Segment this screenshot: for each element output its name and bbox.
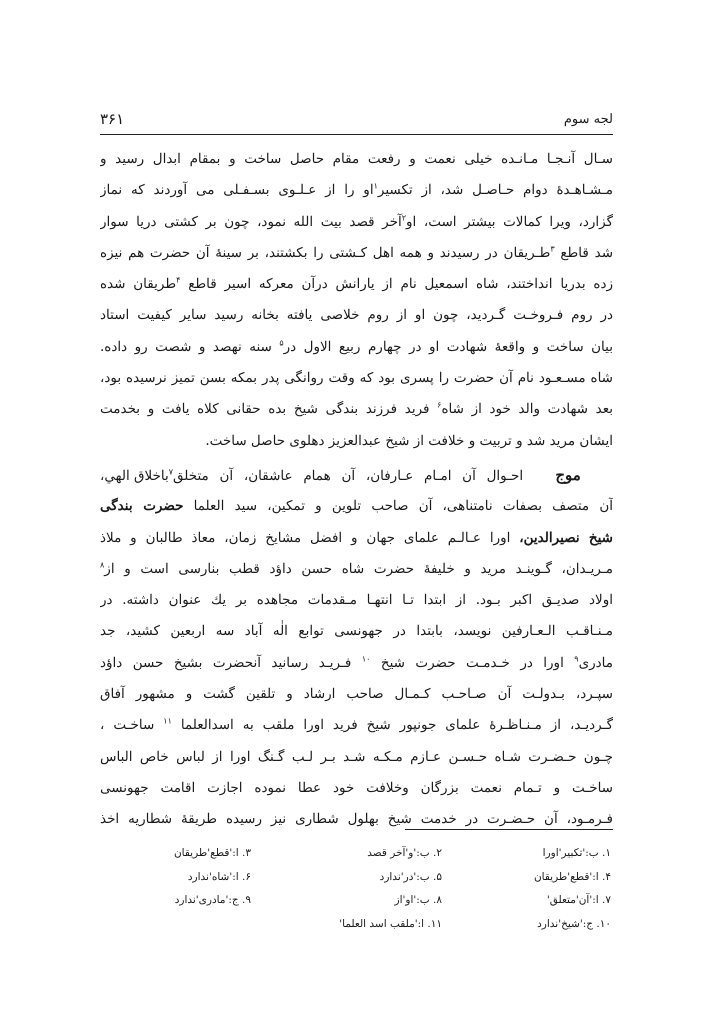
text-span: مـریـدان، گـوینـد مرید و خلیفۀ حضرت شاه حسن داؤد قطب بنارسی است و از: [104, 560, 613, 577]
text-span: طـریقان در رسیدند و همه اهل کـشتی را بکشتند، بر سینۀ آن حضرت هم نیزه: [100, 244, 551, 261]
text-span: زده بدریا انداختند، شاه اسمعیل نام از یارانش درآن معرکه اسیر قاطع: [188, 276, 613, 293]
footnote: ۵. ب:'در'ندارد: [379, 870, 442, 883]
footnote-marker: ۱: [373, 181, 378, 191]
section-title: لجه سوم: [563, 112, 613, 127]
text-line: [100, 523, 613, 554]
text-span: شاه مسـعـود نام آن حضرت را پسری بود که وقت روانگی پدر بمکه بسن تمیز نرسیده بود،: [100, 370, 613, 387]
footnote: ۷. ا:'آن'متعلق': [546, 894, 611, 906]
text-span: اولاد صدیـق اکبر بـود. از ابتدا تـا انتهـا مـقدمات مجاهده بر یك عنوان داشته. در: [100, 592, 613, 609]
bold-name: حضرت بندگی: [100, 498, 184, 515]
text-span: ایشان مرید شد و تربیت و خلافت از شیخ عبدالعزیز دهلوی حاصل ساخت.: [205, 432, 613, 449]
footnote: ۲. ب:'و'آخر قصد: [367, 847, 442, 859]
text-line: [100, 363, 613, 394]
footnote-rule: [405, 829, 613, 830]
footnote-marker: ۵: [279, 338, 284, 348]
footnotes: [100, 842, 613, 936]
text-line: [100, 648, 613, 679]
text-line: [100, 238, 613, 269]
text-span: طریقان شده: [100, 276, 177, 293]
footnote: [100, 913, 291, 937]
text-span: مـشـاهـدۀ دوام حـاصـل شد، از تکسیر: [377, 182, 613, 199]
text-line: [100, 804, 613, 835]
footnote: ۴. ا:'قطع'طریقان: [533, 870, 611, 883]
text-span: او را از عـلـوی بسـفـلی می آوردند که نماز: [100, 182, 374, 199]
footnote: ۶. ا:'شاه'ندارد: [187, 870, 251, 883]
section-heading: موج: [555, 465, 581, 484]
footnote-marker: ۲: [401, 213, 407, 223]
text-line: [100, 773, 613, 804]
footnote: ۱۱. ا:'ملقب اسد العلما': [339, 917, 442, 930]
text-span: فرید فرزند بندگی شیخ بده حقانی کلاه یافت و بخدمت: [100, 401, 430, 418]
footnote-row: [100, 889, 613, 913]
text-line: [100, 269, 613, 300]
running-header: [100, 110, 613, 134]
text-span: سـال آنـجـا مـانـده خیلی نعمت و رفعت مقام حاصل ساخت و بمقام ابدال رسید و: [100, 151, 613, 167]
text-span: ساخـت و تـمام نعمت بزرگان وخلافت خود عطا نموده اجازت اقامت جهونسی: [100, 779, 613, 796]
text-span: احـوال آن امـام عـارفان، آن همام عاشقان، آن متخلق: [173, 467, 524, 484]
text-span: اورا عـالـم علمای جهان و افضل مشایخ زمان، معاذ طالبان و ملاذ: [100, 529, 511, 546]
text-span: آخر قصد بیت الله نمود، چون بر کشتی دریا سوار: [100, 213, 402, 230]
footnote-marker: ۱۱: [163, 716, 172, 726]
text-line: [100, 144, 613, 175]
footnote-marker: ۳: [550, 244, 555, 254]
footnote-marker: ۴: [176, 275, 181, 285]
text-line: [100, 679, 613, 710]
text-span: سپـرد، بـدولـت آن صـاحـب کـمـال صاحب ارشاد و تلقین گشت و مشهور آفاق: [100, 686, 613, 703]
footnote: ۱۰. ج:'شیخ'ندارد: [537, 917, 611, 930]
footnote-marker: ۹: [574, 654, 579, 664]
text-span: در روم فـروخـت گـردید، چون او از روم خلاصی یافته بخانه رسید سایر کیفیت استاد: [100, 307, 613, 324]
text-span: سنه نهصد و شصت رو داده.: [100, 338, 272, 355]
text-span: آن متصف بصفات نامتناهی، آن صاحب تلوین و تمکین، سید العلما: [193, 498, 613, 515]
text-line: [100, 300, 613, 331]
text-line: [100, 491, 613, 522]
footnote-marker: ۶: [437, 400, 442, 410]
footnote-row: [100, 913, 613, 937]
text-line: [100, 426, 613, 457]
text-span: مـنـاقـب الـعـارفین نویسد، بابتدا در جهونسی توابع الٰه آباد سه اربعین کشید، جد: [100, 623, 613, 640]
footnote-row: [100, 866, 613, 890]
text-line: [100, 207, 613, 238]
text-span: اورا در خـدمـت حضرت شیخ: [380, 654, 564, 671]
footnote-marker: ۸: [100, 560, 105, 570]
text-span: باخلاق الهي،: [100, 467, 169, 484]
text-span: مادری: [578, 654, 613, 671]
text-span: فـرمـود، آن حـضـرت در خدمت شیخ بهلول شطاری نیز رسیده طریقۀ شطاریه اخذ: [100, 811, 613, 828]
text-span: فـریـد رسانید آنحضرت بشیخ حسن داؤد: [100, 654, 352, 671]
text-line: [100, 585, 613, 616]
footnote: ۱. ب:'تکبیر'اورا: [542, 847, 611, 859]
text-line: [100, 554, 613, 585]
main-text: [100, 144, 613, 836]
text-span: بعد شهادت والد خود از شاه: [441, 401, 613, 418]
footnote-marker: ۷: [168, 467, 174, 477]
text-span: بیان ساخت و واقعۀ شهادت او در چهارم ربیع الاول در: [283, 338, 613, 355]
footnote: ۳. ا:'قطع'طریقان: [173, 847, 251, 859]
text-line: [100, 332, 613, 363]
text-span: گـردیـد، از مـنـاظـرۀ علمای جونپور شیخ فرید اورا ملقب به اسدالعلما: [180, 717, 613, 734]
bold-name: شیخ نصیرالدین،: [519, 529, 613, 546]
footnote-marker: ۱۰: [361, 654, 371, 664]
text-line: [100, 394, 613, 425]
footnote-row: [100, 842, 613, 866]
footnote: ۸. ب:'او'از: [394, 894, 442, 906]
text-line: [100, 175, 613, 206]
text-span: ساخـت ،: [100, 717, 155, 734]
text-span: شد قاطع: [560, 244, 613, 261]
text-span: گزارد، ویرا کمالات بیشتر است، او: [406, 213, 613, 230]
text-span: چـون حـضـرت شـاه حـسـن عـازم مـکـه شـد بـر لـب گـنگ اورا از لباس خاص الباس: [100, 748, 613, 765]
footnote: ۹. ج:'مادری'ندارد: [174, 894, 251, 906]
text-line: [100, 460, 613, 491]
text-line: [100, 616, 613, 647]
text-line: [100, 710, 613, 741]
page-number: ۳۶۱: [100, 110, 125, 128]
text-line: [100, 742, 613, 773]
header-rule: [100, 134, 613, 135]
